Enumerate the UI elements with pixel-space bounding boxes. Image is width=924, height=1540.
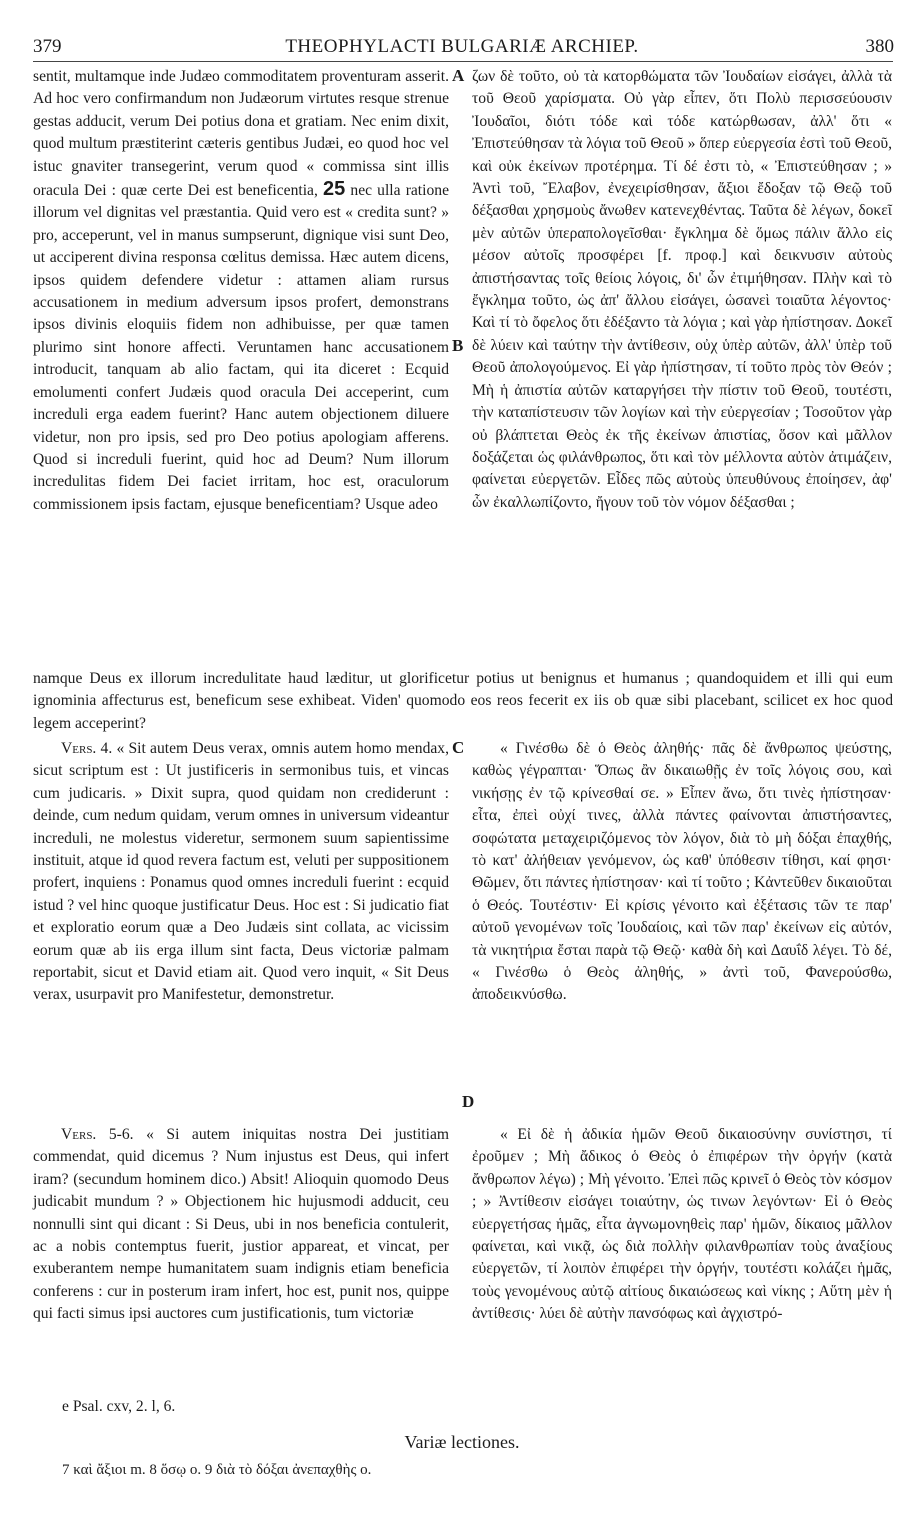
verse-label-4: Vers. 4. — [61, 740, 113, 757]
greek-text-3: « Εἰ δὲ ἡ ἀδικία ἡμῶν Θεοῦ δικαιοσύνην συνίστησι, τί ἐροῦμεν ; Μὴ ἄδικος ὁ Θεὸς ὁ ἐπιφέρων τὴν ὀργήν (κατὰ ἄνθρωπον λέγω) ; Μὴ γένοιτο. Ἐπεὶ πῶς κρινεῖ ὁ Θεὸς τὸν κόσμον ; » Ἀντίθεσιν εἰσάγει τοιαύτην, ὡς τινων λεγόντων· Εἰ ὁ Θεὸς εὐεργετήσας ἡμᾶς, εἶτα ἀγνωμονηθεὶς παρ' ἡμῶν, δίκαιος μᾶλλον φαίνεται, καὶ νικᾷ, ὡς διὰ πολλὴν φιλανθρωπίαν τοὺς ἀναξίους εὐεργετῶν, τί λοιπὸν ἐπιφέρει τὴν ὀργήν, τουτέστι κολάζει ἡμᾶς, τοὺς γενομένους αὐτῷ αἰτίους δικαιώσεως καὶ νίκης ; Αὕτη μὲν ἡ ἀντίθεσις· λύει δὲ αὐτὴν πανσόφως καὶ ἀγχιστρό- — [472, 1126, 892, 1323]
verse-label-5-6: Vers. 5-6. — [61, 1126, 134, 1143]
margin-marker-c: C — [452, 738, 465, 757]
latin-text-1a: sentit, multamque inde Judæo commoditatem proventuram asserit. Ad hoc vero confirmandum non Judæorum virtutes resque strenue gestas adducit, verum Dei potius dona et gratiam. Nec enim dixit, quod multum præstiterint cæteris gentibus Judæi, eo quod hoc vel istuc gnaviter transegerint, verum quod « commissa sint illis oracula Dei : quæ certe Dei est beneficentia, — [33, 68, 449, 200]
left-page-number: 379 — [33, 36, 62, 57]
variae-lectiones-title: Variæ lectiones. — [404, 1432, 520, 1452]
margin-marker-a: A — [452, 66, 465, 85]
latin-column-1 — [33, 66, 449, 516]
running-title: THEOPHYLACTI BULGARIÆ ARCHIEP. — [285, 36, 639, 57]
latin-text-3: « Si autem iniquitas nostra Dei justitiam commendat, quid dicemus ? Num injustus est Deus, qui infert iram? (secundum hominem dico.) Absit! Alioquin quomodo Deus judicabit mundum ? » Objectionem hic hujusmodi adducit, ceu nonnulli sint qui dicant : Si Deus, ubi in nos beneficia contulerit, ac a nobis contemptus fuerit, justior appareat, et vincat, per exuberantem nempe humanitatem suam indignis etiam beneficia conferens : cur in posterum iram infert, hoc est, punit nos, quippe qui facti simus ipsi auctores cum justificationis, tum victoriæ — [33, 1126, 449, 1323]
header-rule — [33, 61, 893, 62]
margin-marker-b: B — [452, 336, 464, 355]
latin-text-2: « Sit autem Deus verax, omnis autem homo mendax, sicut scriptum est : Ut justificeris in sermonibus tuis, et vincas cum judicaris. » Dixit supra, quod quidam non crediderunt : deinde, cum nedum quidam, verum omnes in universum videantur increduli, ne molestus videretur, sermonem suum sapientissime instituit, atque id quod revera factum est, veluti per suppositionem profert, inquiens : Ponamus quod omnes increduli fuerint : ecquid istud ? vel hinc quoque justificatur Deus. Hoc est : Si judicatio fiat et exploratio eorum quæ a Deo Judæis sint collata, ac vicissim eorum quæ ab iis erga illum sint facta, Deus victoriæ palmam reportabit, sicut et David etiam ait. Quod vero inquit, « Sit Deus verax, usurpavit pro Manifestetur, demonstretur. — [33, 740, 449, 1004]
latin-full-width-paragraph: namque Deus ex illorum incredulitate haud læditur, ut glorificetur potius ut benignus et humanus ; quandoquidem et illi qui eum ignominia affecturus est, beneficum sese exhibeat. Viden' quomodo eos reos fecerit ex iis ob quæ sibi placebant, scilicet ex hoc quod legem acceperint? — [33, 670, 893, 732]
greek-column-1 — [472, 66, 892, 514]
margin-marker-d: D — [462, 1092, 475, 1111]
footnote: e Psal. cxv, 2. l, 6. — [62, 1398, 176, 1415]
right-page-number: 380 — [865, 36, 894, 57]
latin-text-1b: nec ulla ratione illorum vel dignitas vel præstantia. Quid vero est « credita sunt? » pro, acceperunt, vel in manus sumpserunt, dignique visi sunt Deo, ut acciperent divina responsa cœlitus demissa. Hæc autem dicens, ipsos quidem defendere videtur : attamen aliam rursus accusationem in medium adversum ipsos profert, demonstrans ipsos divinis eloquiis fidem non adhibuisse, per quæ tamen plurimo sint honore affecti. Veruntamen hanc accusationem introducit, tanquam ab alio factam, qui ita diceret : Ecquid emolumenti confert Judæis quod oracula Dei acceperint, cum increduli erga eadem fuerint? Hanc autem objectionem diluere videtur, non pro ipsis, sed pro Deo potius apologiam afferens. Quod si increduli fuerint, quid hoc ad Deum? Num illorum incredulitas fidem Dei faciet irritam, hoc est, oraculorum commissionem ipsis factam, ejusque beneficentiam? Usque adeo — [33, 182, 449, 513]
greek-text-2: « Γινέσθω δὲ ὁ Θεὸς ἀληθής· πᾶς δὲ ἄνθρωπος ψεύστης, καθὼς γέγραπται· Ὅπως ἂν δικαιωθῇς ἐν τοῖς λόγοις σου, καὶ νικήσῃς ἐν τῷ κρίνεσθαί σε. » Εἶπεν ἄνω, ὅτι τινὲς ἠπίστησαν· εἶτα, ἐπεὶ οὐχί τινες, ἀλλὰ πάντες φαίνονται ἀπιστήσαντες, σοφώτατα μεταχειριζόμενος τὸν λόγον, διὰ τὸ μὴ δόξαι ἐπαχθής, τὸ κατ' ἀλήθειαν γενόμενον, ὡς καθ' ὑπόθεσιν τίθησι, καί φησι· Θῶμεν, ὅτι πάντες ἠπίστησαν· καὶ τί τοῦτο ; Κἀντεῦθεν δικαιοῦται ὁ Θεός. Τουτέστιν· Εἰ κρίσις γένοιτο καὶ ἐξέτασις τῶν τε παρ' αὐτοῦ γενομένων τοῖς Ἰουδαίοις, καὶ τῶν παρ' ἐκείνων εἰς αὐτόν, τὰ νικητήρια ἔσται παρὰ τῷ Θεῷ· καθὰ δὴ καὶ Δαυΐδ λέγει. Τὸ δέ, « Γινέσθω ὁ Θεὸς ἀληθής, » ἀντὶ τοῦ, Φανερούσθω, ἀποδεικνύσθω. — [472, 740, 892, 1004]
variae-lectiones-text: 7 καὶ ἄξιοι m. 8 ὅσῳ o. 9 διὰ τὸ δόξαι ἀνεπαχθὴς o. — [62, 1462, 372, 1478]
greek-column-3 — [472, 1124, 892, 1326]
column-number: 25 — [323, 178, 346, 201]
greek-text-1: ζων δὲ τοῦτο, οὐ τὰ κατορθώματα τῶν Ἰουδαίων εἰσάγει, ἀλλὰ τὰ τοῦ Θεοῦ χαρίσματα. Οὐ γὰρ εἶπεν, ὅτι Πολὺ περισσεύουσιν Ἰουδαῖοι, διότι τόδε καὶ τόδε κατώρθωσαν, ἀλλ' ὅτι « Ἐπιστεύθησαν τὰ λόγια τοῦ Θεοῦ » ὅπερ εὐεργεσία ἐστὶ τοῦ Θεοῦ, καὶ οὐκ ἐκείνων προτέρημα. Τί δέ ἐστι τὸ, « Ἐπιστεύθησαν ; » Ἀντὶ τοῦ, Ἔλαβον, ἐνεχειρίσθησαν, ἄξιοι ἔδοξαν τῷ Θεῷ τοῦ δέξασθαι χρησμοὺς ἄνωθεν κατενεχθέντας. Ταῦτα δὲ λέγων, δοκεῖ μὲν αὐτῶν ὑπεραπολογεῖσθαι· ἔγκλημα δὲ ὅμως πάλιν ἄλλο εἰς μέσον αὐτοῖς προσφέρει [f. προφ.] καὶ δεικνυσιν αὐτοὺς ἀπιστήσαντας τοῖς θείοις λόγοις, δι' ὧν ἐτιμήθησαν. Πλὴν καὶ τὸ ἔγκλημα τοῦτο, ὡς ἀπ' ἄλλου εἰσάγει, ὡσανεὶ τοιαῦτα λέγοντος· Καὶ τί τὸ ὄφελος ὅτι ἐδέξαντο τὰ λόγια ; καὶ γὰρ ἠπίστησαν. Δοκεῖ δὲ λύειν καὶ ταύτην τὴν ἀντίθεσιν, οὐχ ὑπὲρ αὐτῶν, ἀλλ' ὑπὲρ τοῦ Θεοῦ ἀπολογούμενος. Εἰ γὰρ ἠπίστησαν, τί τοῦτο πρὸς τὸν Θεόν ; Μὴ ἡ ἀπιστία αὐτῶν καταργήσει τὴν πίστιν τοῦ Θεοῦ, τουτέστι, τὴν καταπίστευσιν τῶν λογίων καὶ τὴν εὐεργεσίαν ; Τοσοῦτον γὰρ οὐ βλάπτεται Θεὸς ἐκ τῆς ἐκείνων ἀπιστίας, ὅσον καὶ μᾶλλον δοξάζεται ὡς φιλάνθρωπος, ὅτι καὶ τὸν μέλλοντα αὐτὸν ἀτιμάζειν, φαίνεται εὐεργετῶν. Εἶδες πῶς αὐτοὺς ὑπευθύνους ἐποίησεν, ἀφ' ὧν ἐκαλλωπίζοντο, ἤγουν τοῦ τὸν νόμον δέξασθαι ; — [472, 68, 892, 511]
greek-column-2 — [472, 738, 892, 1007]
latin-full-width-text — [33, 668, 893, 735]
latin-column-2 — [33, 738, 449, 1007]
latin-column-3 — [33, 1124, 449, 1326]
